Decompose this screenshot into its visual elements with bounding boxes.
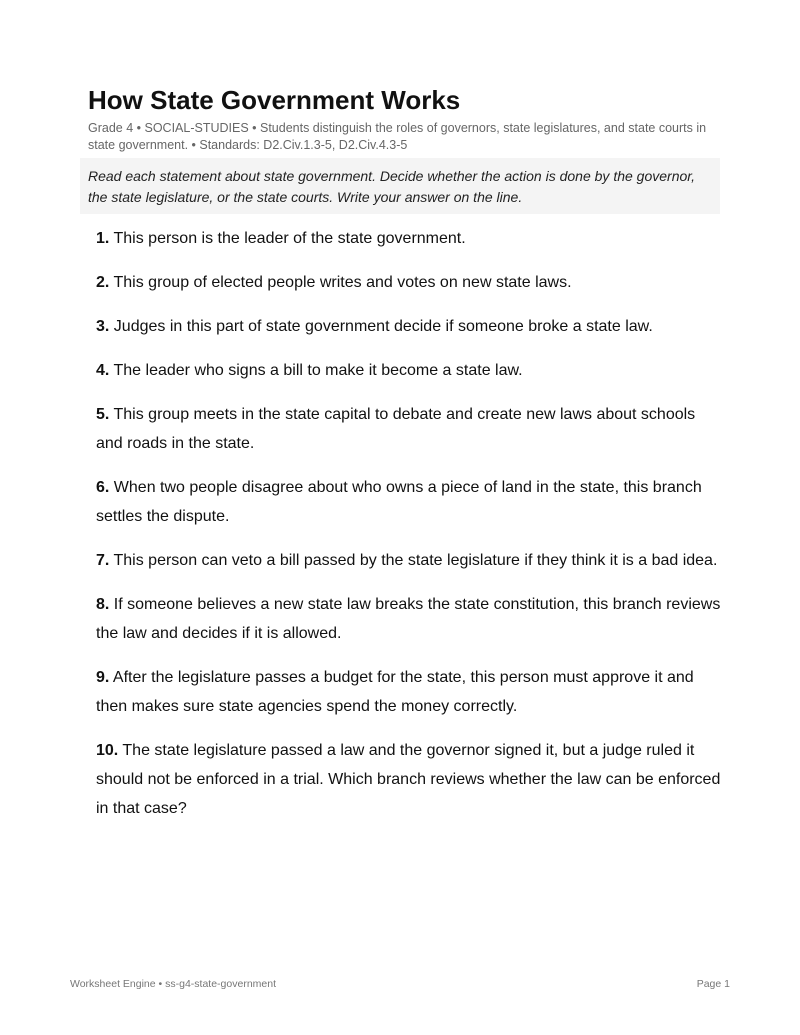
question-4: [96, 356, 722, 385]
question-number: 9.: [96, 669, 110, 686]
page-title: How State Government Works: [88, 85, 461, 115]
question-7: [96, 546, 722, 575]
question-text: Judges in this part of state government decide if someone broke a state law.: [113, 318, 653, 335]
instructions-box: Read each statement about state government. Decide whether the action is done by the governor, the state legislature, or the state courts. Write your answer on the line.: [80, 158, 720, 214]
question-text: This group of elected people writes and votes on new state laws.: [113, 274, 572, 291]
question-2: [96, 268, 722, 297]
question-list: [96, 224, 722, 838]
question-number: 1.: [96, 230, 110, 247]
question-6: [96, 473, 722, 531]
question-number: 6.: [96, 479, 110, 496]
worksheet-meta: Grade 4 • SOCIAL-STUDIES • Students distinguish the roles of governors, state legislatures, and state courts in state government. • Standards: D2.Civ.1.3-5, D2.Civ.4.3-5: [88, 121, 707, 152]
question-text: When two people disagree about who owns a piece of land in the state, this branch settles the dispute.: [96, 479, 702, 525]
question-10: [96, 736, 722, 823]
question-text: If someone believes a new state law breaks the state constitution, this branch reviews the law and decides if it is allowed.: [96, 596, 721, 642]
question-text: The state legislature passed a law and the governor signed it, but a judge ruled it should not be enforced in a trial. Which branch reviews whether the law can be enforced in that case?: [96, 742, 721, 817]
question-number: 4.: [96, 362, 110, 379]
question-number: 8.: [96, 596, 110, 613]
footer-page-number: Page 1: [696, 978, 730, 990]
question-text: This person is the leader of the state government.: [113, 230, 466, 247]
question-number: 2.: [96, 274, 110, 291]
question-5: [96, 400, 722, 458]
question-8: [96, 590, 722, 648]
question-text: The leader who signs a bill to make it become a state law.: [113, 362, 523, 379]
question-text: This group meets in the state capital to debate and create new laws about schools and roads in the state.: [96, 406, 696, 452]
question-number: 10.: [96, 742, 119, 759]
question-number: 5.: [96, 406, 110, 423]
question-text: This person can veto a bill passed by the state legislature if they think it is a bad idea.: [113, 552, 718, 569]
question-number: 7.: [96, 552, 110, 569]
question-text: After the legislature passes a budget for the state, this person must approve it and then makes sure state agencies spend the money correctly.: [96, 669, 694, 715]
question-3: [96, 312, 722, 341]
footer-source: Worksheet Engine • ss-g4-state-government: [70, 978, 276, 990]
question-1: [96, 224, 722, 253]
question-number: 3.: [96, 318, 110, 335]
question-9: [96, 663, 722, 721]
